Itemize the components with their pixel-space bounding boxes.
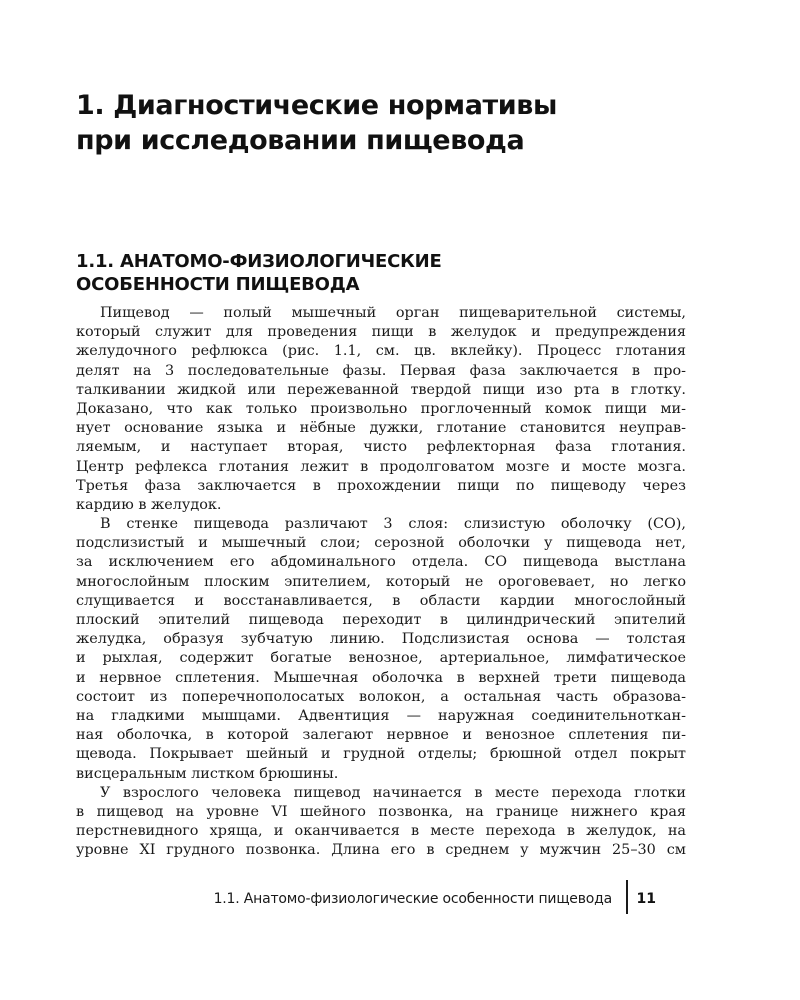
text-line: щевода. Покрывает шейный и грудной отделы; брюшной отдел покрыт [76,746,686,763]
text-line: висцеральным листком брюшины. [76,765,339,782]
section-title-line-1: 1.1. АНАТОМО-ФИЗИОЛОГИЧЕСКИЕ [76,251,442,272]
chapter-title-line-2: при исследовании пищевода [76,125,525,156]
text-line: желудочного рефлюкса (рис. 1.1, см. цв. вклейку). Процесс глотания [76,343,686,360]
text-line: на гладкими мышцами. Адвентиция — наружная соединительноткан- [76,707,686,724]
text-line: Пищевод — полый мышечный орган пищеварительной системы, [100,305,686,321]
chapter-title [76,88,726,158]
paragraph [76,304,686,515]
running-head: 1.1. Анатомо-физиологические особенности пищевода [213,891,612,907]
text-line: за исключением его абдоминального отдела. СО пищевода выстлана [76,554,686,571]
text-line: Центр рефлекса глотания лежит в продолговатом мозге и мосте мозга. [76,458,686,475]
text-line: состоит из поперечнополосатых волокон, а остальная часть образова- [76,688,686,705]
text-line: и рыхлая, содержит богатые венозное, артериальное, лимфатическое [76,650,686,667]
text-line: уровне XI грудного позвонка. Длина его в среднем у мужчин 25–30 см [76,842,686,859]
text-line: талкивании жидкой или пережеванной твердой пищи изо рта в глотку. [76,381,686,398]
text-line: слущивается и восстанавливается, в области кардии многослойный [76,592,686,609]
text-line: ляемым, и наступает вторая, чисто рефлекторная фаза глотания. [76,439,686,456]
page-number: 11 [636,891,656,907]
text-line: ная оболочка, в которой залегают нервное и венозное сплетения пи- [76,727,686,744]
text-line: желудка, образуя зубчатую линию. Подслизистая основа — толстая [76,631,686,648]
text-line: перстневидного хряща, и оканчивается в месте перехода в желудок, на [76,823,686,840]
text-line: который служит для проведения пищи в желудок и предупреждения [76,324,686,341]
paragraph [76,784,686,861]
paragraph [76,515,686,784]
page-footer [213,880,720,914]
section-title [76,250,696,296]
text-line: У взрослого человека пищевод начинается в месте перехода глотки [100,784,686,801]
section-title-line-2: ОСОБЕННОСТИ ПИЩЕВОДА [76,274,360,295]
text-line: плоский эпителий пищевода переходит в цилиндрический эпителий [76,612,686,628]
text-line: подслизистый и мышечный слои; серозной оболочки у пищевода нет, [76,535,686,552]
text-line: Доказано, что как только произвольно проглоченный комок пищи ми- [76,400,686,417]
text-line: Третья фаза заключается в прохождении пищи по пищеводу через [76,477,686,494]
text-line: и нервное сплетения. Мышечная оболочка в верхней трети пищевода [76,669,686,686]
text-line: нует основание языка и нёбные дужки, глотание становится неуправ- [76,420,686,437]
text-line: делят на 3 последовательные фазы. Первая фаза заключается в про- [76,362,686,379]
chapter-title-line-1: 1. Диагностические нормативы [76,90,558,121]
text-line: кардию в желудок. [76,496,222,513]
text-line: в пищевод на уровне VI шейного позвонка, на границе нижнего края [76,803,686,820]
text-line: В стенке пищевода различают 3 слоя: слизистую оболочку (СО), [100,516,686,533]
text-line: многослойным плоским эпителием, который не ороговевает, но легко [76,573,686,590]
body-text [76,304,686,860]
footer-divider [626,880,628,914]
